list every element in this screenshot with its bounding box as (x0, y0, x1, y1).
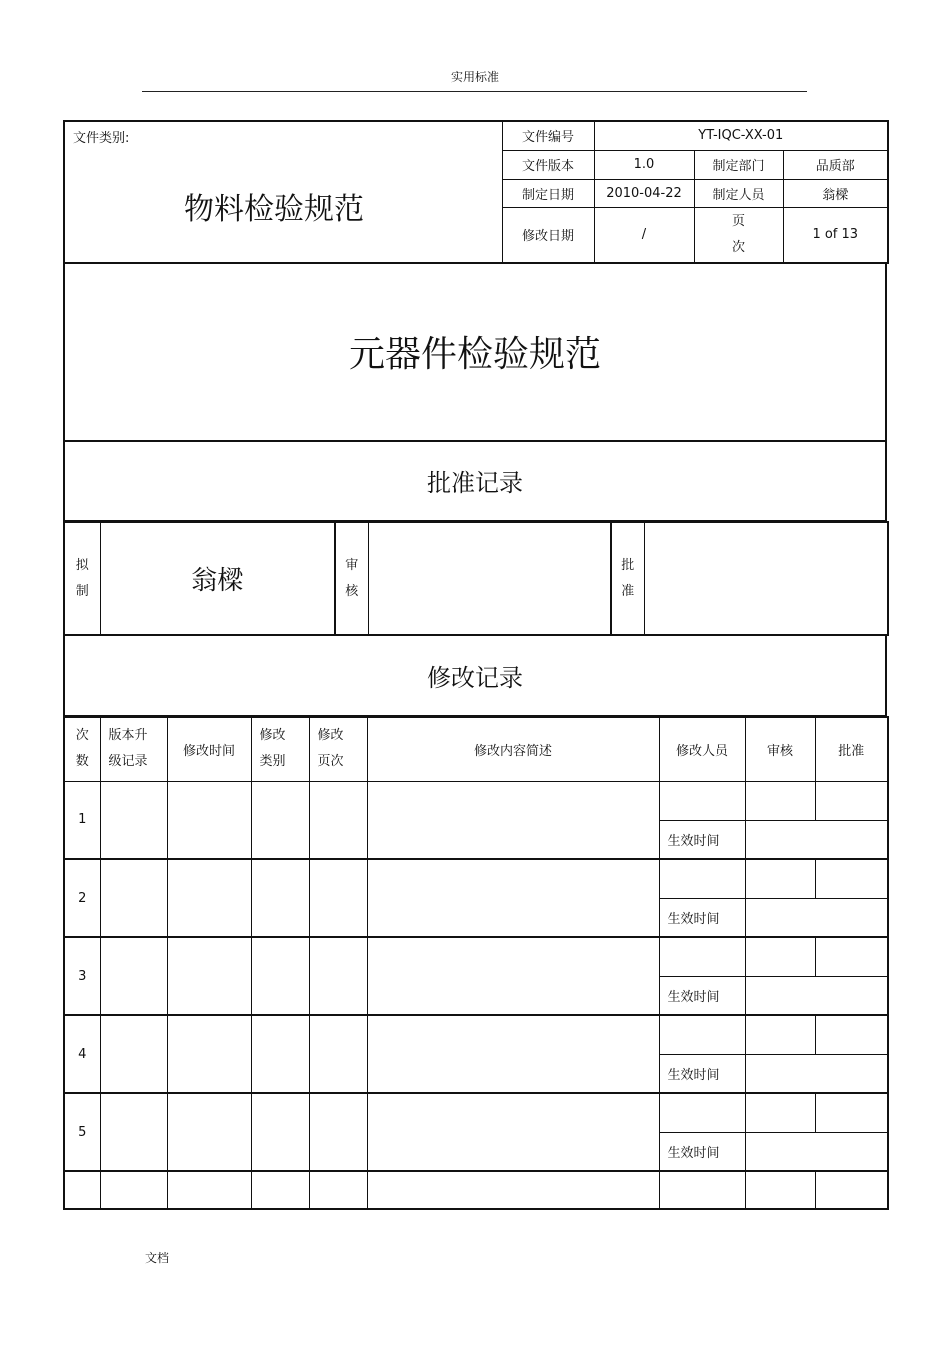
row-content-cell (367, 781, 659, 859)
main-title: 元器件检验规范 (64, 263, 886, 441)
effective-value-cell (745, 820, 888, 859)
effective-label: 生效时间 (659, 976, 745, 1015)
header-page (309, 717, 367, 781)
row-content-cell (367, 1093, 659, 1171)
header-no-2: 数 (75, 754, 89, 770)
table-row-partial (64, 1171, 888, 1209)
row-time-cell (167, 1093, 251, 1171)
revision-table (63, 716, 889, 1210)
approve-label (611, 522, 644, 635)
header-version (100, 717, 167, 781)
draft-label-2: 制 (75, 583, 89, 599)
row-person-cell (659, 781, 745, 820)
effective-value-cell (745, 898, 888, 937)
row-version-cell (100, 1093, 167, 1171)
row-type-cell (251, 1093, 309, 1171)
category-title: 物料检验规范 (184, 192, 364, 227)
approval-title: 批准记录 (64, 441, 886, 521)
main-title-table (63, 262, 887, 442)
row-person-cell (659, 937, 745, 976)
approve-sign-box (644, 522, 888, 635)
page-label-2: 次 (731, 239, 745, 255)
row-content-cell (367, 1171, 659, 1209)
version-value: 1.0 (594, 150, 694, 179)
row-no-cell (64, 1171, 100, 1209)
row-page-cell (309, 1171, 367, 1209)
row-approve-cell (815, 859, 888, 898)
revision-header-row (64, 717, 888, 781)
row-person-cell (659, 859, 745, 898)
row-approve-cell (815, 1093, 888, 1132)
version-label: 文件版本 (502, 150, 594, 179)
doc-info-table (63, 120, 889, 264)
row-page-cell (309, 781, 367, 859)
doc-no-value: YT-IQC-XX-01 (594, 121, 888, 150)
row-approve-cell (815, 937, 888, 976)
row-person-cell (659, 1015, 745, 1054)
row-content-cell (367, 859, 659, 937)
page-label-1: 页 (731, 213, 745, 229)
header-review: 审核 (745, 717, 815, 781)
rev-date-value: / (594, 207, 694, 263)
row-page-cell (309, 937, 367, 1015)
date-label: 制定日期 (502, 179, 594, 207)
revision-title-table (63, 635, 887, 717)
row-version-cell (100, 1171, 167, 1209)
row-type-cell (251, 1171, 309, 1209)
effective-label: 生效时间 (659, 820, 745, 859)
header-version-1: 版本升 (108, 728, 148, 744)
approval-sign-table (63, 521, 889, 636)
table-row (64, 1015, 888, 1054)
draft-label-1: 拟 (75, 557, 89, 573)
review-label-2: 核 (345, 583, 359, 599)
draft-name: 翁樑 (100, 522, 335, 635)
dept-value: 品质部 (783, 150, 888, 179)
row-approve-cell (815, 781, 888, 820)
header-rule (142, 91, 807, 92)
row-no: 2 (64, 859, 100, 937)
row-no: 3 (64, 937, 100, 1015)
dept-label: 制定部门 (694, 150, 783, 179)
review-sign-box (368, 522, 611, 635)
approval-title-table (63, 440, 887, 522)
header-type-2: 类别 (259, 754, 286, 770)
row-review-cell (745, 937, 815, 976)
row-time-cell (167, 1015, 251, 1093)
page-header: 实用标准 (450, 70, 499, 84)
row-no: 4 (64, 1015, 100, 1093)
header-type-1: 修改 (259, 728, 286, 744)
row-type-cell (251, 1015, 309, 1093)
row-version-cell (100, 859, 167, 937)
header-version-2: 级记录 (108, 754, 148, 770)
row-no: 1 (64, 781, 100, 859)
revision-title: 修改记录 (64, 636, 886, 716)
row-review-cell (745, 1171, 815, 1209)
row-person-cell (659, 1171, 745, 1209)
row-review-cell (745, 859, 815, 898)
page-value: 1 of 13 (783, 207, 888, 263)
table-row (64, 937, 888, 976)
header-no-1: 次 (75, 728, 89, 744)
header-page-2: 页次 (317, 754, 344, 770)
header-person: 修改人员 (659, 717, 745, 781)
row-review-cell (745, 1015, 815, 1054)
review-label-1: 审 (345, 557, 359, 573)
row-approve-cell (815, 1015, 888, 1054)
row-type-cell (251, 781, 309, 859)
table-row (64, 859, 888, 898)
approve-label-2: 准 (621, 583, 635, 599)
row-person-cell (659, 1093, 745, 1132)
effective-label: 生效时间 (659, 898, 745, 937)
header-content: 修改内容简述 (367, 717, 659, 781)
header-approve: 批准 (815, 717, 888, 781)
effective-label: 生效时间 (659, 1054, 745, 1093)
category-label: 文件类别: (73, 131, 130, 146)
maker-value: 翁樑 (783, 179, 888, 207)
row-time-cell (167, 859, 251, 937)
page-footer: 文档 (145, 1251, 170, 1265)
row-review-cell (745, 1093, 815, 1132)
row-page-cell (309, 1093, 367, 1171)
draft-label (64, 522, 100, 635)
row-time-cell (167, 781, 251, 859)
row-type-cell (251, 859, 309, 937)
date-value: 2010-04-22 (594, 179, 694, 207)
row-review-cell (745, 781, 815, 820)
effective-value-cell (745, 976, 888, 1015)
rev-date-label: 修改日期 (502, 207, 594, 263)
header-time: 修改时间 (167, 717, 251, 781)
row-page-cell (309, 1015, 367, 1093)
row-type-cell (251, 937, 309, 1015)
row-no: 5 (64, 1093, 100, 1171)
header-no (64, 717, 100, 781)
effective-value-cell (745, 1054, 888, 1093)
row-approve-cell (815, 1171, 888, 1209)
review-label (335, 522, 368, 635)
row-time-cell (167, 1171, 251, 1209)
row-version-cell (100, 937, 167, 1015)
header-type (251, 717, 309, 781)
row-version-cell (100, 1015, 167, 1093)
approve-label-1: 批 (621, 557, 635, 573)
row-version-cell (100, 781, 167, 859)
table-row (64, 781, 888, 820)
header-page-1: 修改 (317, 728, 344, 744)
row-time-cell (167, 937, 251, 1015)
effective-value-cell (745, 1132, 888, 1171)
page-label (694, 207, 783, 263)
row-content-cell (367, 1015, 659, 1093)
row-content-cell (367, 937, 659, 1015)
table-row (64, 1093, 888, 1132)
effective-label: 生效时间 (659, 1132, 745, 1171)
doc-no-label: 文件编号 (502, 121, 594, 150)
maker-label: 制定人员 (694, 179, 783, 207)
category-cell (64, 121, 502, 263)
row-page-cell (309, 859, 367, 937)
